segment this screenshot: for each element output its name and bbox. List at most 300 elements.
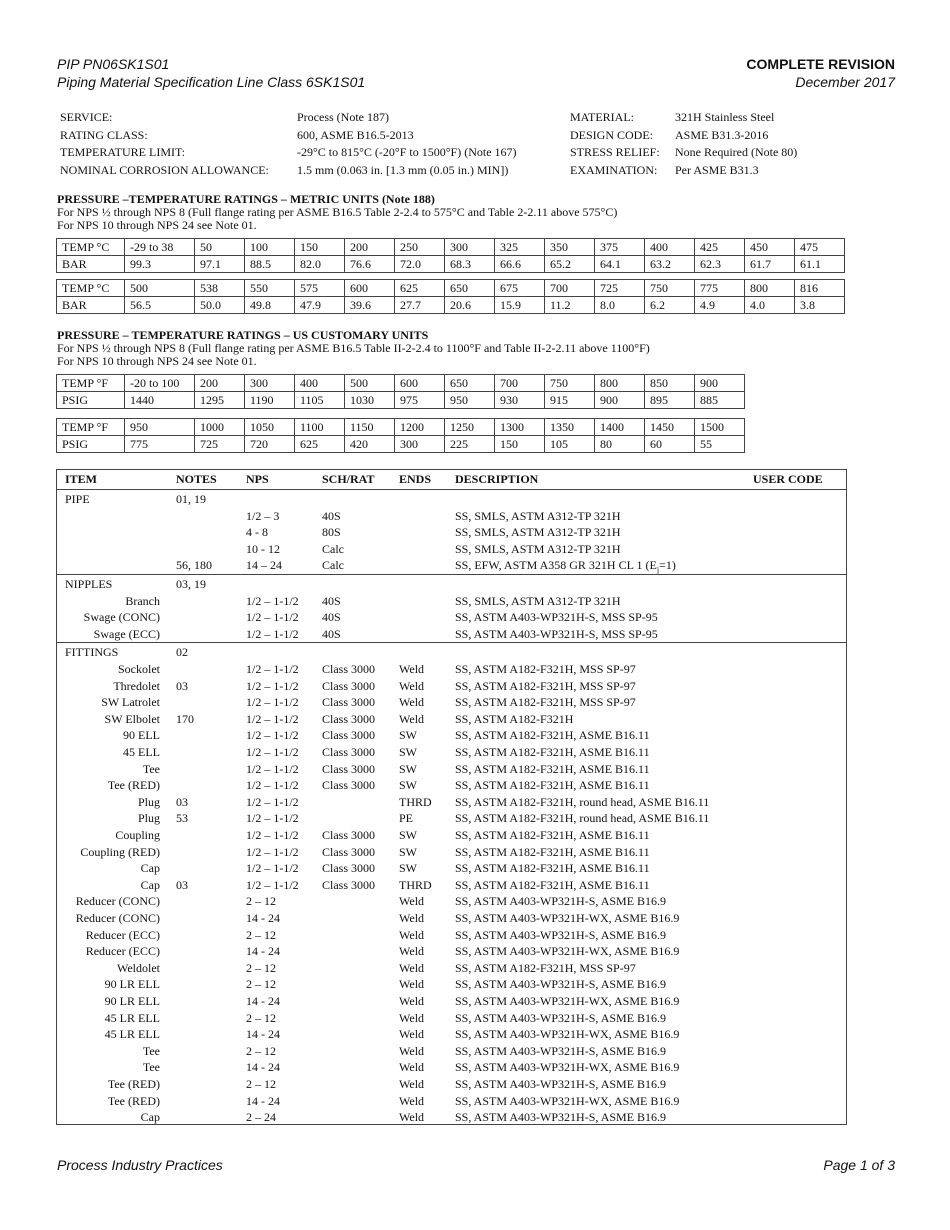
item-ends: SW (399, 745, 417, 759)
rating-cell: 50.0 (195, 297, 245, 314)
item-ends: SW (399, 761, 417, 776)
row-label-cell: TEMP °F (57, 375, 125, 392)
item-ends: Weld (399, 994, 425, 1008)
item-description: SS, SMLS, ASTM A312-TP 321H (455, 593, 621, 608)
table-row (57, 524, 846, 540)
rating-cell: 650 (445, 375, 495, 392)
table-row (57, 694, 846, 710)
col-header-item: ITEM (65, 472, 98, 486)
metric-ratings-heading (57, 193, 895, 232)
table-row (57, 777, 846, 793)
rating-cell: 1190 (245, 392, 295, 409)
info-label: SERVICE: (60, 110, 113, 124)
item-ends: SW (399, 728, 417, 743)
rating-cell: 60 (645, 436, 695, 453)
rating-cell: 975 (395, 392, 445, 409)
item-description: SS, ASTM A403-WP321H-S, ASME B16.9 (455, 894, 667, 909)
rating-cell: 895 (645, 392, 695, 409)
item-name: Branch (125, 593, 160, 608)
row-label-cell: TEMP °F (57, 419, 125, 436)
item-description: SS, ASTM A182-F321H, ASME B16.11 (455, 728, 650, 743)
rating-cell: -29 to 38 (125, 239, 195, 256)
rating-cell: 68.3 (445, 256, 495, 273)
item-nps: 1/2 – 1-1/2 (246, 811, 299, 826)
table-row (57, 810, 846, 826)
item-description: SS, ASTM A182-F321H, MSS SP-97 (455, 662, 636, 676)
item-name: SW Elbolet (104, 711, 160, 726)
rating-cell: 1150 (345, 419, 395, 436)
item-description: SS, ASTM A403-WP321H-S, ASME B16.9 (455, 1043, 667, 1058)
table-row (57, 927, 846, 943)
item-nps: 14 - 24 (246, 1027, 280, 1042)
col-header-notes: NOTES (176, 472, 217, 486)
table-row (57, 609, 846, 625)
item-name: Plug (137, 811, 160, 826)
rating-cell: 1295 (195, 392, 245, 409)
item-ends: Weld (399, 695, 425, 710)
item-name: Cap (140, 1110, 160, 1125)
item-notes: 170 (176, 711, 194, 726)
item-ends: SW (399, 778, 417, 793)
item-sch-rat: 80S (322, 525, 341, 540)
rating-cell: 1300 (495, 419, 545, 436)
table-row (57, 1043, 846, 1059)
table-row (57, 860, 846, 876)
item-description: SS, ASTM A403-WP321H-S, MSS SP-95 (455, 610, 658, 625)
item-name: 45 LR ELL (104, 1010, 160, 1025)
rating-cell: 1450 (645, 419, 695, 436)
rating-cell: 62.3 (695, 256, 745, 273)
table-row (57, 761, 846, 777)
item-sch-rat: Class 3000 (322, 861, 376, 876)
item-description: SS, ASTM A182-F321H, MSS SP-97 (455, 678, 636, 693)
row-label-cell: TEMP °C (57, 280, 125, 297)
item-name: Tee (RED) (107, 1093, 160, 1108)
rating-cell: 82.0 (295, 256, 345, 273)
item-sch-rat: Class 3000 (322, 711, 376, 726)
rating-cell: 500 (125, 280, 195, 297)
rating-cell: 27.7 (395, 297, 445, 314)
rating-cell: 625 (295, 436, 345, 453)
item-nps: 14 - 24 (246, 1093, 280, 1108)
rating-cell: 1105 (295, 392, 345, 409)
rating-cell: 300 (245, 375, 295, 392)
rating-cell: 930 (495, 392, 545, 409)
item-sch-rat: 40S (322, 593, 341, 608)
item-description: SS, ASTM A403-WP321H-WX, ASME B16.9 (455, 994, 680, 1008)
row-label-cell: PSIG (57, 392, 125, 409)
item-ends: Weld (399, 894, 425, 909)
rating-cell: 675 (495, 280, 545, 297)
item-description: SS, ASTM A403-WP321H-WX, ASME B16.9 (455, 1060, 680, 1075)
item-sch-rat: 40S (322, 508, 341, 523)
group-name: NIPPLES (65, 577, 113, 591)
rating-cell: 65.2 (545, 256, 595, 273)
item-ends: Weld (399, 911, 425, 925)
item-description: SS, ASTM A403-WP321H-S, ASME B16.9 (455, 977, 667, 992)
item-group-header (57, 576, 846, 592)
item-ends: SW (399, 844, 417, 859)
rating-cell: 625 (395, 280, 445, 297)
rating-cell: 725 (195, 436, 245, 453)
rating-cell: 420 (345, 436, 395, 453)
item-name: Cap (140, 877, 160, 892)
item-name: Swage (ECC) (93, 626, 160, 641)
item-description: SS, ASTM A182-F321H, ASME B16.11 (455, 844, 650, 859)
row-label-cell: BAR (57, 256, 125, 273)
item-name: Weldolet (116, 960, 160, 975)
item-nps: 2 – 12 (246, 1010, 276, 1025)
item-nps: 2 – 12 (246, 1077, 276, 1091)
item-nps: 1/2 – 1-1/2 (246, 745, 299, 759)
us-note-2: For NPS 10 through NPS 24 see Note 01. (57, 354, 257, 368)
table-row (57, 508, 846, 524)
rating-cell: 300 (395, 436, 445, 453)
item-ends: Weld (399, 977, 425, 992)
rating-cell: 200 (195, 375, 245, 392)
item-nps: 1/2 – 1-1/2 (246, 861, 299, 876)
item-description: SS, ASTM A182-F321H, ASME B16.11 (455, 745, 650, 759)
footer-page-number: Page 1 of 3 (823, 1157, 895, 1173)
rating-cell: 600 (345, 280, 395, 297)
rating-cell: 575 (295, 280, 345, 297)
item-sch-rat: Class 3000 (322, 728, 376, 743)
rating-cell: 850 (645, 375, 695, 392)
item-description: SS, ASTM A403-WP321H-S, MSS SP-95 (455, 626, 658, 641)
rating-cell: 800 (595, 375, 645, 392)
item-name: Tee (142, 1043, 160, 1058)
item-ends: Weld (399, 1060, 425, 1075)
table-row (57, 827, 846, 843)
rating-cell: 4.0 (745, 297, 795, 314)
item-sch-rat: Calc (322, 541, 344, 556)
table-row (57, 711, 846, 727)
item-ends: Weld (399, 1027, 425, 1042)
rating-cell: 66.6 (495, 256, 545, 273)
rating-cell: 200 (345, 239, 395, 256)
pressure-row (57, 297, 845, 314)
rating-cell: 915 (545, 392, 595, 409)
table-row (57, 893, 846, 909)
item-name: 45 LR ELL (104, 1027, 160, 1042)
item-notes: 03 (176, 794, 188, 809)
rating-cell: 1400 (595, 419, 645, 436)
rating-cell: 885 (695, 392, 745, 409)
info-label: MATERIAL: (570, 110, 634, 124)
item-nps: 1/2 – 1-1/2 (246, 728, 299, 743)
rating-cell: 700 (545, 280, 595, 297)
rating-cell: 550 (245, 280, 295, 297)
table-row (57, 910, 846, 926)
item-sch-rat: Class 3000 (322, 678, 376, 693)
rating-cell: 100 (245, 239, 295, 256)
item-description: SS, ASTM A403-WP321H-WX, ASME B16.9 (455, 1027, 680, 1042)
col-header-ends: ENDS (399, 472, 432, 486)
item-nps: 2 – 12 (246, 894, 276, 909)
rating-cell: 150 (495, 436, 545, 453)
table-row (57, 661, 846, 677)
rating-cell: 1050 (245, 419, 295, 436)
metric-note-1: For NPS ½ through NPS 8 (Full flange rating per ASME B16.5 Table 2-2.4 to 575°C and Table 2-2.11 above 575°C) (57, 205, 618, 219)
item-nps: 1/2 – 1-1/2 (246, 877, 299, 892)
row-label-cell: TEMP °C (57, 239, 125, 256)
item-notes: 56, 180 (176, 558, 212, 573)
row-label-cell: PSIG (57, 436, 125, 453)
item-ends: THRD (399, 877, 432, 892)
rating-cell: 88.5 (245, 256, 295, 273)
rating-cell: 750 (645, 280, 695, 297)
rating-cell: 50 (195, 239, 245, 256)
item-name: Cap (140, 861, 160, 876)
rating-cell: 64.1 (595, 256, 645, 273)
temperature-row (57, 419, 745, 436)
info-value: ASME B31.3-2016 (675, 128, 769, 142)
item-ends: Weld (399, 678, 425, 693)
rating-cell: 250 (395, 239, 445, 256)
item-ends: Weld (399, 1043, 425, 1058)
rating-cell: 1250 (445, 419, 495, 436)
rating-cell: 76.6 (345, 256, 395, 273)
item-nps: 2 – 12 (246, 927, 276, 942)
table-row (57, 1093, 846, 1109)
table-row (57, 943, 846, 959)
rating-cell: 80 (595, 436, 645, 453)
item-group-header (57, 491, 846, 507)
item-name: Coupling (RED) (80, 844, 160, 859)
item-sch-rat: Class 3000 (322, 877, 376, 892)
info-label: EXAMINATION: (570, 163, 658, 177)
item-description: SS, ASTM A182-F321H, round head, ASME B16.11 (455, 811, 710, 826)
item-description: SS, ASTM A182-F321H (455, 711, 574, 726)
item-ends: Weld (399, 927, 425, 942)
rating-cell: 99.3 (125, 256, 195, 273)
rating-cell: 225 (445, 436, 495, 453)
item-ends: Weld (399, 1077, 425, 1091)
item-name: Plug (137, 794, 160, 809)
rating-cell: 4.9 (695, 297, 745, 314)
item-nps: 2 – 24 (246, 1110, 276, 1125)
rating-cell: 950 (445, 392, 495, 409)
group-name: FITTINGS (65, 645, 119, 660)
item-description: SS, ASTM A403-WP321H-WX, ASME B16.9 (455, 944, 680, 959)
rating-cell: 775 (695, 280, 745, 297)
item-name: Reducer (ECC) (85, 944, 160, 959)
rating-cell: 500 (345, 375, 395, 392)
row-divider (57, 642, 846, 643)
item-name: Coupling (115, 828, 160, 842)
rating-cell: 61.1 (795, 256, 845, 273)
rating-cell: 475 (795, 239, 845, 256)
table-row (57, 993, 846, 1009)
rating-cell: 49.8 (245, 297, 295, 314)
item-description: SS, ASTM A403-WP321H-WX, ASME B16.9 (455, 911, 680, 925)
table-row (57, 557, 846, 573)
rating-cell: 600 (395, 375, 445, 392)
rating-cell: 1500 (695, 419, 745, 436)
description-text: SS, EFW, ASTM A358 GR 321H CL 1 (E (455, 558, 657, 573)
item-sch-rat: Class 3000 (322, 778, 376, 793)
item-description: SS, ASTM A403-WP321H-S, ASME B16.9 (455, 1110, 667, 1125)
row-divider (57, 489, 846, 490)
item-description: SS, ASTM A182-F321H, round head, ASME B16.11 (455, 794, 710, 809)
table-row (57, 1109, 846, 1125)
table-row (57, 794, 846, 810)
item-name: 90 LR ELL (104, 994, 160, 1008)
rating-cell: 950 (125, 419, 195, 436)
rating-cell: 56.5 (125, 297, 195, 314)
item-nps: 4 - 8 (246, 525, 268, 540)
rating-cell: 538 (195, 280, 245, 297)
item-ends: Weld (399, 944, 425, 959)
item-nps: 1/2 – 1-1/2 (246, 844, 299, 859)
rating-cell: 700 (495, 375, 545, 392)
table-row (57, 744, 846, 760)
revision-label: COMPLETE REVISION (746, 56, 895, 72)
item-ends: Weld (399, 711, 425, 726)
item-name: Sockolet (118, 662, 160, 676)
info-value: 600, ASME B16.5-2013 (297, 128, 414, 142)
item-description: SS, ASTM A182-F321H, MSS SP-97 (455, 960, 636, 975)
item-name: Tee (142, 1060, 160, 1075)
item-group-header (57, 644, 846, 660)
rating-cell: 1030 (345, 392, 395, 409)
item-description: SS, SMLS, ASTM A312-TP 321H (455, 525, 621, 540)
item-notes: 53 (176, 811, 188, 826)
item-description: SS, ASTM A403-WP321H-WX, ASME B16.9 (455, 1093, 680, 1108)
rating-cell: 20.6 (445, 297, 495, 314)
table-row (57, 1026, 846, 1042)
temperature-row (57, 239, 845, 256)
pressure-row (57, 256, 845, 273)
item-name: Tee (RED) (107, 1077, 160, 1091)
rating-cell: 15.9 (495, 297, 545, 314)
item-nps: 10 - 12 (246, 541, 280, 556)
table-row (57, 1059, 846, 1075)
item-nps: 1/2 – 1-1/2 (246, 678, 299, 693)
item-nps: 1/2 – 1-1/2 (246, 593, 299, 608)
info-label: NOMINAL CORROSION ALLOWANCE: (60, 163, 269, 177)
item-sch-rat: Class 3000 (322, 662, 376, 676)
rating-cell: 425 (695, 239, 745, 256)
item-nps: 14 - 24 (246, 911, 280, 925)
doc-title: Piping Material Specification Line Class 6SK1S01 (57, 74, 366, 90)
rating-cell: -20 to 100 (125, 375, 195, 392)
item-description: SS, ASTM A182-F321H, MSS SP-97 (455, 695, 636, 710)
item-nps: 1/2 – 1-1/2 (246, 626, 299, 641)
item-nps: 14 – 24 (246, 558, 282, 573)
rating-cell: 325 (495, 239, 545, 256)
table-row (57, 960, 846, 976)
group-notes: 03, 19 (176, 577, 206, 591)
rating-cell: 39.6 (345, 297, 395, 314)
item-nps: 1/2 – 1-1/2 (246, 828, 299, 842)
item-description: SS, ASTM A182-F321H, ASME B16.11 (455, 861, 650, 876)
info-label: TEMPERATURE LIMIT: (60, 145, 186, 159)
pressure-row (57, 392, 745, 409)
item-name: Swage (CONC) (83, 610, 160, 625)
item-nps: 1/2 – 1-1/2 (246, 610, 299, 625)
item-description: SS, ASTM A182-F321H, ASME B16.11 (455, 877, 650, 892)
temperature-row (57, 375, 745, 392)
table-row (57, 976, 846, 992)
us-note-1: For NPS ½ through NPS 8 (Full flange rating per ASME B16.5 Table II-2-2.4 to 1100°F and Table II-2-2.11 above 1100°F) (57, 341, 650, 355)
item-name: 90 LR ELL (104, 977, 160, 992)
rating-cell: 650 (445, 280, 495, 297)
info-label: STRESS RELIEF: (570, 145, 660, 159)
item-name: Reducer (ECC) (85, 927, 160, 942)
item-name: SW Latrolet (101, 695, 160, 710)
metric-ratings-table-2 (56, 279, 845, 314)
us-title: PRESSURE – TEMPERATURE RATINGS – US CUSTOMARY UNITS (57, 328, 429, 342)
rating-cell: 1200 (395, 419, 445, 436)
info-value: -29°C to 815°C (-20°F to 1500°F) (Note 167) (297, 145, 517, 159)
doc-date: December 2017 (795, 74, 895, 90)
item-ends: THRD (399, 794, 432, 809)
rating-cell: 1350 (545, 419, 595, 436)
rating-cell: 750 (545, 375, 595, 392)
rating-cell: 61.7 (745, 256, 795, 273)
table-row (57, 593, 846, 609)
item-name: Tee (142, 761, 160, 776)
rating-cell: 1000 (195, 419, 245, 436)
group-notes: 01, 19 (176, 492, 206, 506)
description-subscript: j (656, 565, 660, 575)
us-ratings-heading (57, 329, 895, 368)
table-row (57, 727, 846, 743)
rating-cell: 300 (445, 239, 495, 256)
item-description: SS, ASTM A403-WP321H-S, ASME B16.9 (455, 1077, 667, 1091)
row-divider (57, 574, 846, 575)
item-description: SS, ASTM A182-F321H, ASME B16.11 (455, 778, 650, 793)
item-ends: Weld (399, 1010, 425, 1025)
item-description: SS, ASTM A182-F321H, ASME B16.11 (455, 761, 650, 776)
item-sch-rat: Calc (322, 558, 344, 573)
item-ends: Weld (399, 662, 425, 676)
item-name: Tee (RED) (107, 778, 160, 793)
item-sch-rat: Class 3000 (322, 745, 376, 759)
rating-cell: 11.2 (545, 297, 595, 314)
item-sch-rat: Class 3000 (322, 761, 376, 776)
rating-cell: 63.2 (645, 256, 695, 273)
table-row (57, 1076, 846, 1092)
item-name: Reducer (CONC) (75, 894, 160, 909)
metric-title: PRESSURE –TEMPERATURE RATINGS – METRIC UNITS (Note 188) (57, 192, 435, 206)
rating-cell: 400 (645, 239, 695, 256)
col-header-description: DESCRIPTION (455, 472, 539, 486)
col-header-sch-rat: SCH/RAT (322, 472, 375, 486)
item-description: SS, SMLS, ASTM A312-TP 321H (455, 541, 621, 556)
item-sch-rat: Class 3000 (322, 844, 376, 859)
doc-id: PIP PN06SK1S01 (57, 56, 170, 72)
rating-cell: 150 (295, 239, 345, 256)
rating-cell: 375 (595, 239, 645, 256)
footer-org: Process Industry Practices (57, 1157, 223, 1173)
table-row (57, 877, 846, 893)
row-label-cell: BAR (57, 297, 125, 314)
us-ratings-table-1 (56, 374, 745, 409)
item-nps: 1/2 – 1-1/2 (246, 794, 299, 809)
rating-cell: 8.0 (595, 297, 645, 314)
info-value: Process (Note 187) (297, 110, 389, 124)
item-sch-rat: Class 3000 (322, 828, 376, 842)
rating-cell: 350 (545, 239, 595, 256)
info-value: 1.5 mm (0.063 in. [1.3 mm (0.05 in.) MIN]) (297, 163, 509, 177)
pressure-row (57, 436, 745, 453)
info-value: Per ASME B31.3 (675, 163, 759, 177)
col-header-nps: NPS (246, 472, 269, 486)
rating-cell: 47.9 (295, 297, 345, 314)
item-nps: 2 – 12 (246, 1043, 276, 1058)
